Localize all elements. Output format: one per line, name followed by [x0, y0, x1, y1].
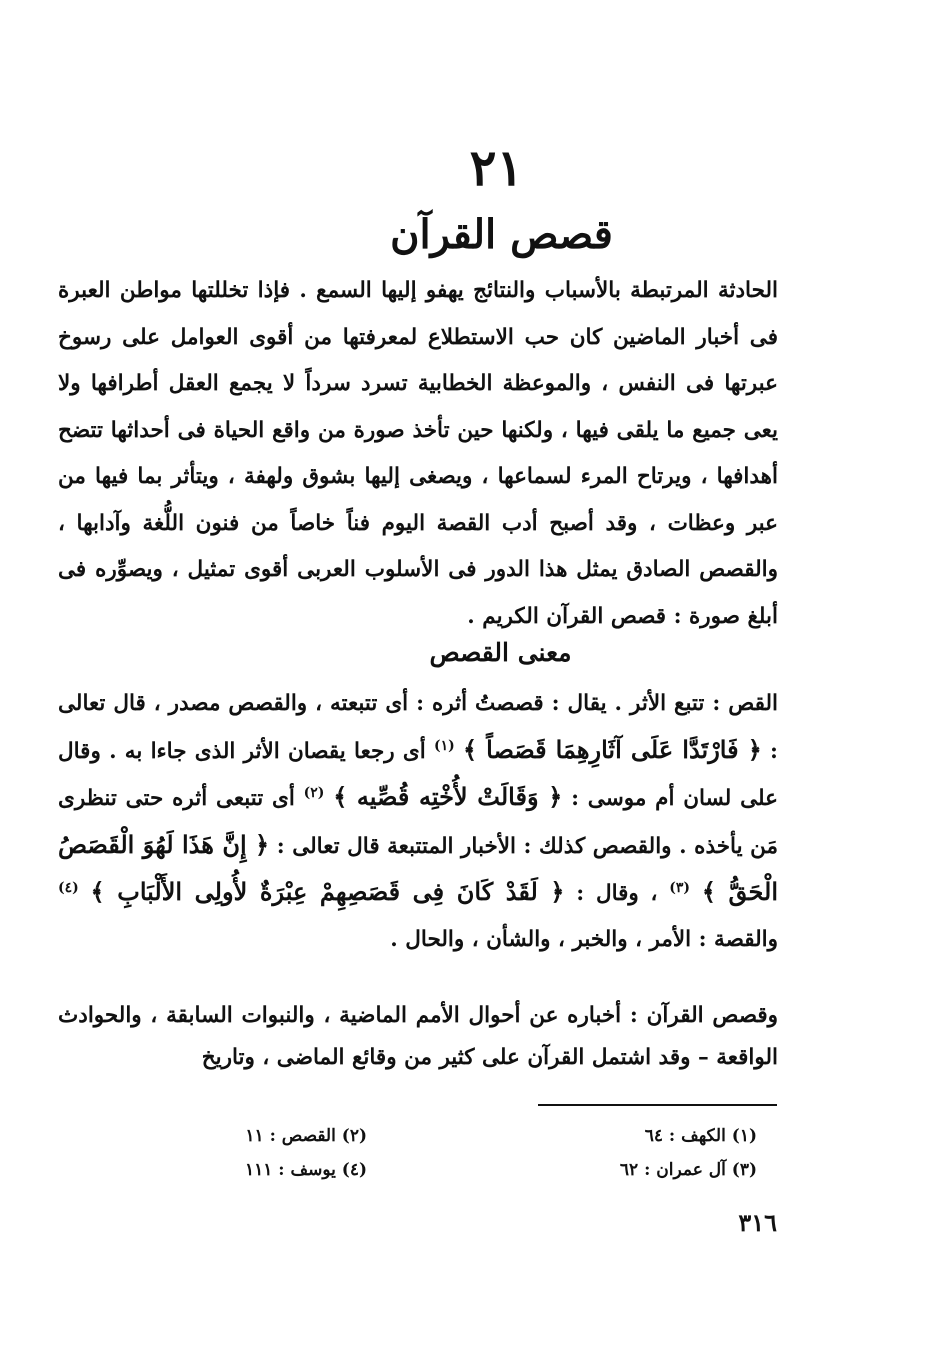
- meaning-text-4: ، وقال :: [576, 881, 658, 906]
- meaning-paragraph: [58, 681, 778, 962]
- footnote-ref-3: (٣): [669, 879, 691, 896]
- footnote-ref-1: (١): [433, 737, 455, 754]
- meaning-text-2: أى رجعا يقصان الأثر الذى جاءا به . وقال على لسان أم موسى :: [58, 738, 778, 811]
- quran-verse-2: ﴿ وَقَالَتْ لأُخْتِه قُصِّيه ﴾: [333, 782, 563, 811]
- page-number: ٣١٦: [738, 1208, 777, 1237]
- footnote-1: (١) الكهف : ٦٤: [644, 1126, 757, 1146]
- meaning-text-5: والقصة : الأمر ، والخبر ، والشأن ، والحال .: [390, 926, 778, 952]
- quran-verse-1: ﴿ فَارْتَدَّا عَلَى آثَارِهِمَا قَصَصاً ﴾: [462, 734, 762, 764]
- quran-verse-4: ﴿ لَقَدْ كَانَ فِى قَصَصِهِمْ عِبْرَةٌ لأُولِى الأَلْبَابِ ﴾: [90, 877, 565, 906]
- meaning-text-1: القص : تتبع الأثر . يقال : قصصتُ أثره : أى تتبعته ، والقصص مصدر ، قال تعالى :: [58, 691, 778, 764]
- footnote-ref-2: (٢): [303, 784, 325, 801]
- meaning-text-3: أى تتبعى أثره حتى تنظرى مَن يأخذه . والقصص كذلك : الأخبار المتتبعة قال تعالى :: [58, 786, 778, 859]
- quran-stories-paragraph: وقصص القرآن : أخباره عن أحوال الأمم الماضية ، والنبوات السابقة ، والحوادث الواقعة – وقد اشتمل القرآن على كثير من وقائع الماضى ، وتاريخ: [58, 1003, 778, 1070]
- quran-verse-3: ﴿ إِنَّ هَذَا لَهُوَ الْقَصَصُ الْحَقُّ ﴾: [58, 829, 778, 906]
- footnote-4: (٤) يوسف : ١١١: [244, 1160, 367, 1180]
- footnote-2: (٢) القصص : ١١: [245, 1126, 367, 1146]
- section-heading: معنى القصص: [429, 638, 572, 667]
- chapter-number: ٢١: [469, 138, 524, 197]
- chapter-title: قصص القرآن: [390, 211, 613, 258]
- footnote-ref-4: (٤): [58, 879, 79, 896]
- footnote-divider: [538, 1104, 777, 1106]
- footnote-3: (٣) آل عمران : ٦٢: [619, 1160, 757, 1180]
- intro-paragraph: الحادثة المرتبطة بالأسباب والنتائج يهفو إليها السمع . فإذا تخللتها مواطن العبرة فى أخبار الماضين كان حب الاستطلاع لمعرفتها من أقوى العوامل على رسوخ عبرتها فى النفس ، والموعظة الخطابية تسرد سرداً لا يجمع العقل أطرافها ولا يعى جميع ما يلقى فيها ، ولكنها حين تأخذ صورة من واقع الحياة فى أحداثها تتضح أهدافها ، ويرتاح المرء لسماعها ، ويصغى إليها بشوق ولهفة ، ويتأثر بما فيها من عبر وعظات ، وقد أصبح أدب القصة اليوم فناً خاصاً من فنون اللُّغة وآدابها ، والقصص الصادق يمثل هذا الدور فى الأسلوب العربى أقوى تمثيل ، ويصوِّره فى أبلغ صورة : قصص القرآن الكريم .: [58, 278, 778, 629]
